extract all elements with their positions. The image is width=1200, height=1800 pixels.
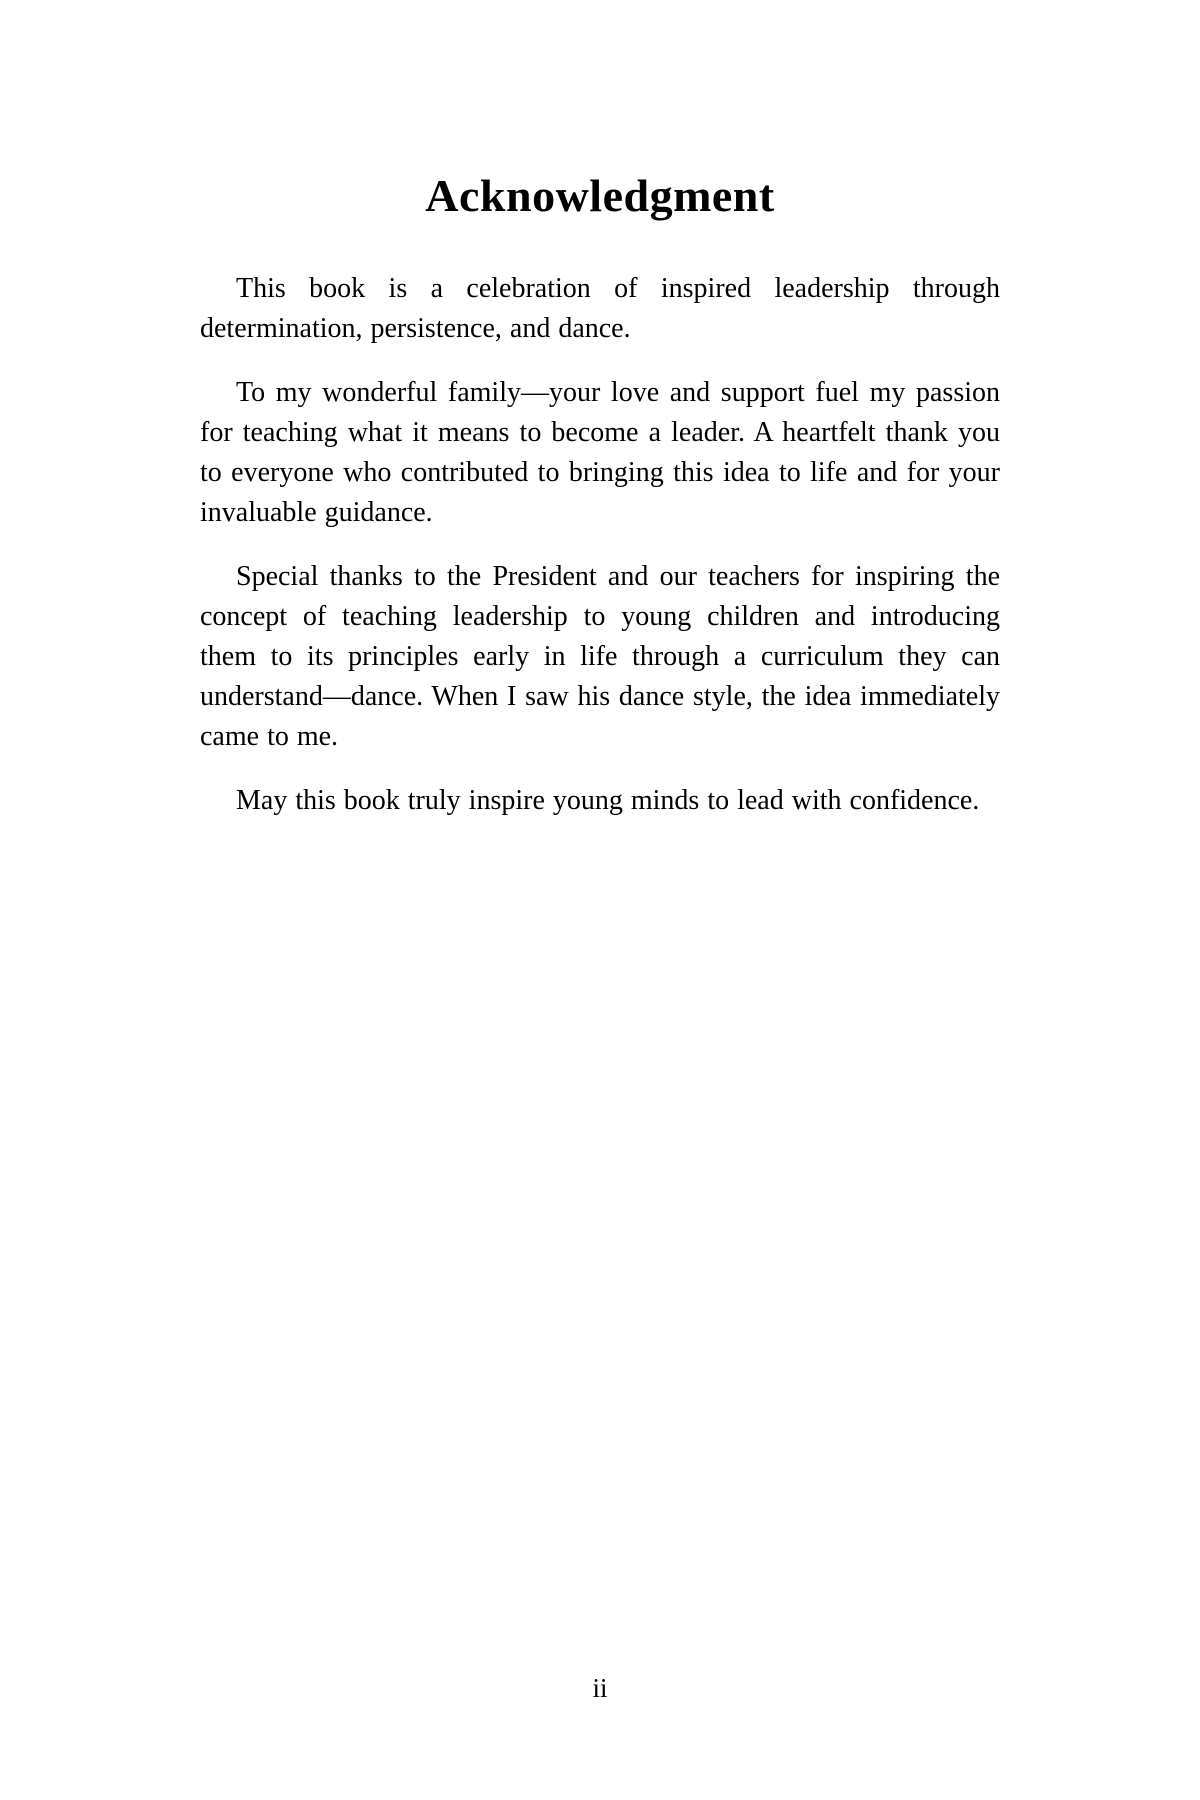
page-number: ii	[592, 1673, 608, 1703]
paragraph-4: May this book truly inspire young minds to lead with confidence.	[236, 784, 980, 816]
page-title: Acknowledgment	[425, 170, 775, 221]
acknowledgment-page	[200, 0, 1000, 821]
paragraph-2: To my wonderful family—your love and support fuel my passion for teaching what it means to become a leader. A heartfelt thank you to everyone who contributed to bringing this idea to life and for your invaluable guidance.	[200, 376, 1000, 528]
paragraph-3: Special thanks to the President and our teachers for inspiring the concept of teaching leadership to young children and introducing them to its principles early in life through a curriculum they can understand—dance. When I saw his dance style, the idea immediately came to me.	[200, 560, 1000, 752]
paragraph-1: This book is a celebration of inspired leadership through determination, persistence, and dance.	[200, 272, 1000, 344]
